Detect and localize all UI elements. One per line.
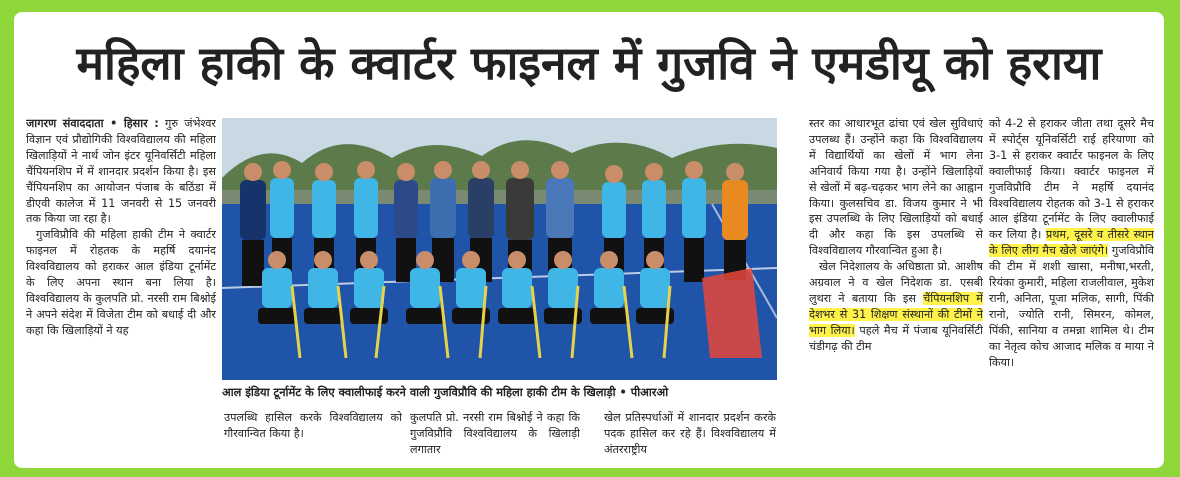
team-photo-graphic (222, 118, 777, 380)
paragraph (989, 116, 1154, 371)
headline: महिला हाकी के क्वार्टर फाइनल में गुजवि ने एमडीयू को हराया (76, 36, 1102, 90)
paragraph (26, 116, 216, 227)
paragraph (809, 259, 983, 354)
paragraph: गुजविप्रौवि की महिला हाकी टीम ने क्वार्टर फाइनल में रोहतक के महर्षि दयानंद विश्वविद्यालय को हराकर आल इंडिया टूर्नामेंट के लिए अपना स्थान बना लिया है। विश्वविद्यालय के कुलपति प्रो. नरसी राम बिश्नोई ने अपने संदेश में विजेता टीम को बधाई दी और कहा कि खिलाड़ियों ने यह (26, 228, 216, 337)
dateline: जागरण संवाददाता • हिसार : (26, 117, 159, 130)
highlighted-text: चैंपियनशिप में देशभर से 31 शिक्षण संस्थानों की टीमों ने भाग लिया। (809, 291, 983, 337)
paragraph-text: पहले मैच में पंजाब यूनिवर्सिटी चंडीगढ़ की टीम (809, 323, 983, 353)
paragraph-text: गुरु जंभेश्वर विज्ञान एवं प्रौद्योगिकी विश्वविद्यालय की महिला खिलाड़ियों ने नार्थ जोन इंटर यूनिवर्सिटी महिला चैंपियनशिप में में शानदार प्रदर्शन किया है। इस चैंपियनशिप का आयोजन पंजाब के बठिंडा में डीएवी कालेज में 11 जनवरी से 15 जनवरी तक किया जा रहा है। (26, 117, 216, 226)
paragraph-text: खेल निदेशालय के अधिष्ठाता प्रो. आशीष अग्रवाल ने व खेल निदेशक डा. एसबी लुथरा ने बताया कि इस (809, 260, 983, 305)
newspaper-clipping (14, 12, 1164, 468)
article-column-1 (26, 116, 216, 466)
article-column-4 (809, 116, 983, 466)
photo-caption: आल इंडिया टूर्नामेंट के लिए क्वालीफाई करने वाली गुजविप्रौवि की महिला हाकी टीम के खिलाड़ी • पीआरओ (222, 384, 669, 399)
paragraph-text: को 4-2 से हराकर जीता तथा दूसरे मैच में स्पोर्ट्स यूनिवर्सिटी राई हरियाणा को 3-1 से हराकर क्वार्टर फाइनल के लिए क्वालीफाई किया। क्वार्टर फाइनल में गुजविप्रौवि टीम ने महर्षि दयानंद विश्वविद्यालय रोहतक को 3-1 से हराकर आल इंडिया टूर्नामेंट के लिए क्वालीफाई कर लिया है। (989, 117, 1154, 242)
paragraph: स्तर का आधारभूत ढांचा एवं खेल सुविधाएं उपलब्ध हैं। उन्होंने कहा कि विश्वविद्यालय में विद्यार्थियों का खेलों में भाग लेना अनिवार्य किया गया है। उन्होंने खिलाड़ियों से खेलों में बढ़-चढ़कर भाग लेने का आह्वान किया। कुलसचिव डा. विजय कुमार ने भी इस उपलब्धि के लिए खिलाड़ियों को बधाई दी और कहा कि इस उपलब्धि से विश्वविद्यालय गौरवान्वित हुआ है। (809, 117, 983, 258)
team-photo (222, 118, 777, 380)
article-column-3b: खेल प्रतिस्पर्धाओं में शानदार प्रदर्शन करके पदक हासिल कर रहे हैं। विश्वविद्यालय में अंतरराष्ट्रीय (604, 411, 776, 456)
article-column-5 (989, 116, 1154, 466)
article-column-3: कुलपति प्रो. नरसी राम बिश्नोई ने कहा कि गुजविप्रौवि विश्वविद्यालय के खिलाड़ी लगातार (410, 411, 580, 456)
paragraph-text: गुजविप्रौवि की टीम में शशी खासा, मनीषा,भरती, रियंका कुमारी, महिला राजलीवाल, मुकेश रानी, अनिता, पूजा मलिक, सागी, पिंकी रानो, ज्योति रानी, सिमरन, कोमल, पिंकी, सानिया व तमन्ना शामिल थे। टीम का नेतृत्व कोच आजाद मलिक व माया ने किया। (989, 244, 1154, 369)
highlighted-text: प्रथम, दूसरे व तीसरे स्थान के लिए लीग मैच खेले जाएंगे। (989, 228, 1154, 258)
article-column-2: उपलब्धि हासिल करके विश्वविद्यालय को गौरवान्वित किया है। (224, 411, 402, 440)
